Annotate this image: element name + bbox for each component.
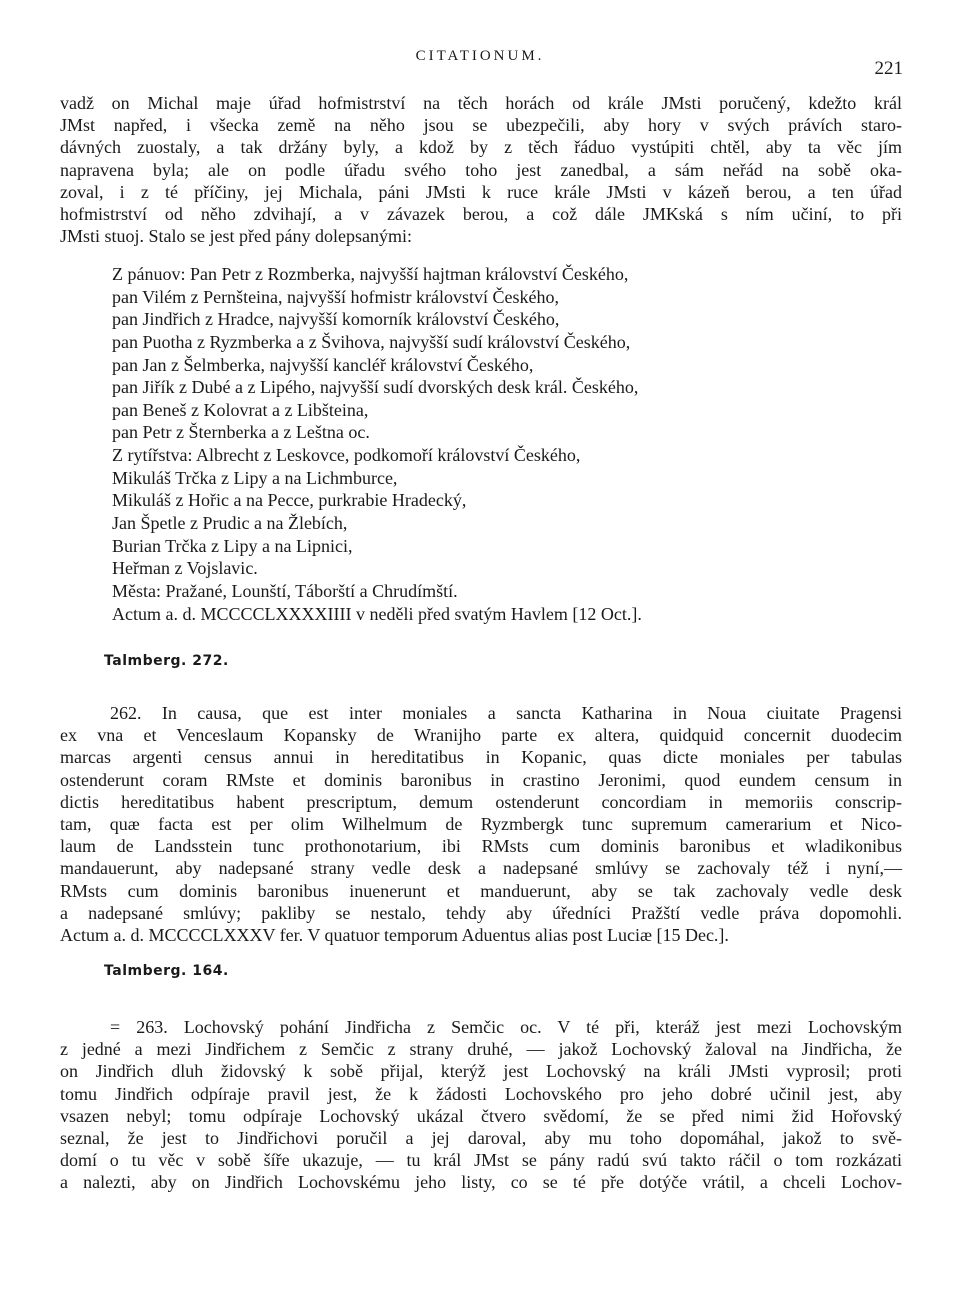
list-item: Mikuláš Trčka z Lipy a na Lichmburce, xyxy=(112,467,398,488)
list-item: pan Vilém z Pernšteina, najvyšší hofmistr království Českého, xyxy=(112,286,560,307)
list-item: pan Jan z Šelmberka, najvyšší kancléř království Českého, xyxy=(112,354,534,375)
list-item: Heřman z Vojslavic. xyxy=(112,558,258,579)
text-line: z jedné a mezi Jindřichem z Semčic z strany druhé, — jakož Lochovský žaloval na Jindřicha, že xyxy=(60,1039,902,1060)
list-item: Z pánuov: Pan Petr z Rozmberka, najvyšší hajtman království Českého, xyxy=(112,264,629,284)
text-line: vsazen nebyl; tomu odpíraje Lochovský ukázal čtvero svědomí, že se před nimi žid Hořovský xyxy=(60,1105,902,1126)
list-item: pan Beneš z Kolovrat a z Libšteina, xyxy=(112,399,369,420)
text-line: = 263. Lochovský pohání Jindřicha z Semčic oc. V té při, kteráž jest mezi Lochovským xyxy=(110,1017,902,1037)
text-line: a nalezti, aby on Jindřich Lochovskému jeho listy, co se té pře dotýče vrátil, a chceli Lochov- xyxy=(60,1172,902,1193)
text-line: mandauerunt, aby nadepsané strany vedle desk a nadepsané smlúvy se zachovaly též i nyní,— xyxy=(60,858,902,879)
running-head: CITATIONUM. xyxy=(415,48,545,64)
list-item: Z rytířstva: Albrecht z Leskovce, podkomoří království Českého, xyxy=(112,445,581,466)
text-line: JMst napřed, i všecka země na něho jsou se ubezpečili, aby hory v svých právích staro- xyxy=(60,115,902,136)
text-line: 262. In causa, que est inter moniales a sancta Katharina in Noua ciuitate Pragensi xyxy=(110,703,902,723)
text-line: napravena byla; ale on podle úřadu svého toho jest zanedbal, a sám neřád na sobě oka- xyxy=(60,159,902,180)
list-item: Burian Trčka z Lipy a na Lipnici, xyxy=(112,535,353,556)
text-line: on Jindřich dluh židovský k sobě přijal, kterýž jest Lochovský na králi JMsti vyprosil; proti xyxy=(60,1061,902,1082)
list-item: pan Petr z Šternberka a z Leštna oc. xyxy=(112,422,370,443)
text-line: hofmistrství od něho zdvihají, a v závazek berou, a což dále JMKská s ním učiní, to při xyxy=(60,203,902,224)
source-reference: Talmberg. 164. xyxy=(104,963,229,979)
text-line: marcas argenti census annui in hereditatibus in Kopanic, quas dicte moniales per tabulas xyxy=(60,747,902,768)
text-line: vadž on Michal maje úřad hofmistrství na těch horách od krále JMsti poručený, kdežto král xyxy=(60,93,902,113)
list-item: Města: Pražané, Lounští, Táborští a Chrudímští. xyxy=(112,580,458,601)
list-item: pan Jindřich z Hradce, najvyšší komorník království Českého, xyxy=(112,309,560,330)
text-line: Actum a. d. MCCCCLXXXV fer. V quatuor temporum Aduentus alias post Luciæ [15 Dec.]. xyxy=(60,924,729,945)
text-line: zoval, i z té příčiny, jej Michala, páni JMsti k ruce krále JMsti v kázeň berou, a ten úřad xyxy=(60,181,902,202)
text-line: tam, quæ facta est per olim Wilhelmum de Ryzmbergk tunc supremum camerarium et Nico- xyxy=(60,813,902,834)
section-262 xyxy=(60,702,902,946)
list-item: Jan Špetle z Prudic a na Žlebích, xyxy=(112,513,348,534)
text-line: a nadepsané smlúvy; pakliby se nestalo, tehdy aby úředníci Pražští vedle práva dopomohli. xyxy=(60,902,902,923)
list-item: Mikuláš z Hořic a na Pecce, purkrabie Hradecký, xyxy=(112,490,467,511)
section-263 xyxy=(60,1016,902,1194)
text-line: laum de Landsstein tunc prothonotarium, ibi RMsts cum dominis baronibus et wladikonibus xyxy=(60,836,902,857)
page-number: 221 xyxy=(874,58,903,79)
text-line: dávných zuostaly, a tak držány byly, a kdož by z těch řáduo vystúpiti chtěl, aby ta věc jím xyxy=(60,137,902,158)
continuation-paragraph xyxy=(60,92,902,247)
text-line: tomu Jindřich odpíraje pravil jest, že k žádosti Lochovského pro jeho dobré učinil jest, aby xyxy=(60,1083,902,1104)
list-item: Actum a. d. MCCCCLXXXXIIII v neděli před svatým Havlem [12 Oct.]. xyxy=(112,603,642,624)
list-item: pan Jiřík z Dubé a z Lipého, najvyšší sudí dvorských desk král. Českého, xyxy=(112,377,639,398)
text-line: domí o tu věc v sobě šíře ukazuje, — tu král JMst se pány radú svú takto ráčil o tom rozkázati xyxy=(60,1150,902,1171)
text-line: JMsti stuoj. Stalo se jest před pány dolepsanými: xyxy=(60,226,412,247)
text-line: ex vna et Venceslaum Kopansky de Wranijho parte ex altera, quidquid concernit duodecim xyxy=(60,725,902,746)
text-line: RMsts cum dominis baronibus inuenerunt et manduerunt, aby se tak zachovaly vedle desk xyxy=(60,880,902,901)
source-reference: Talmberg. 272. xyxy=(104,653,229,669)
list-item: pan Puotha z Ryzmberka a z Švihova, najvyšší sudí království Českého, xyxy=(112,331,631,352)
witness-list xyxy=(112,263,872,625)
text-line: dictis hereditatibus habent prescriptum, demum ostenderunt concordiam in memoriis conscrip- xyxy=(60,791,902,812)
text-line: ostenderunt coram RMste et dominis baronibus in crastino Jeronimi, quod eundem censum in xyxy=(60,769,902,790)
text-line: seznal, že jest to Jindřichovi poručil a jej daroval, aby mu toho dopomáhal, jakož to svě- xyxy=(60,1127,902,1148)
